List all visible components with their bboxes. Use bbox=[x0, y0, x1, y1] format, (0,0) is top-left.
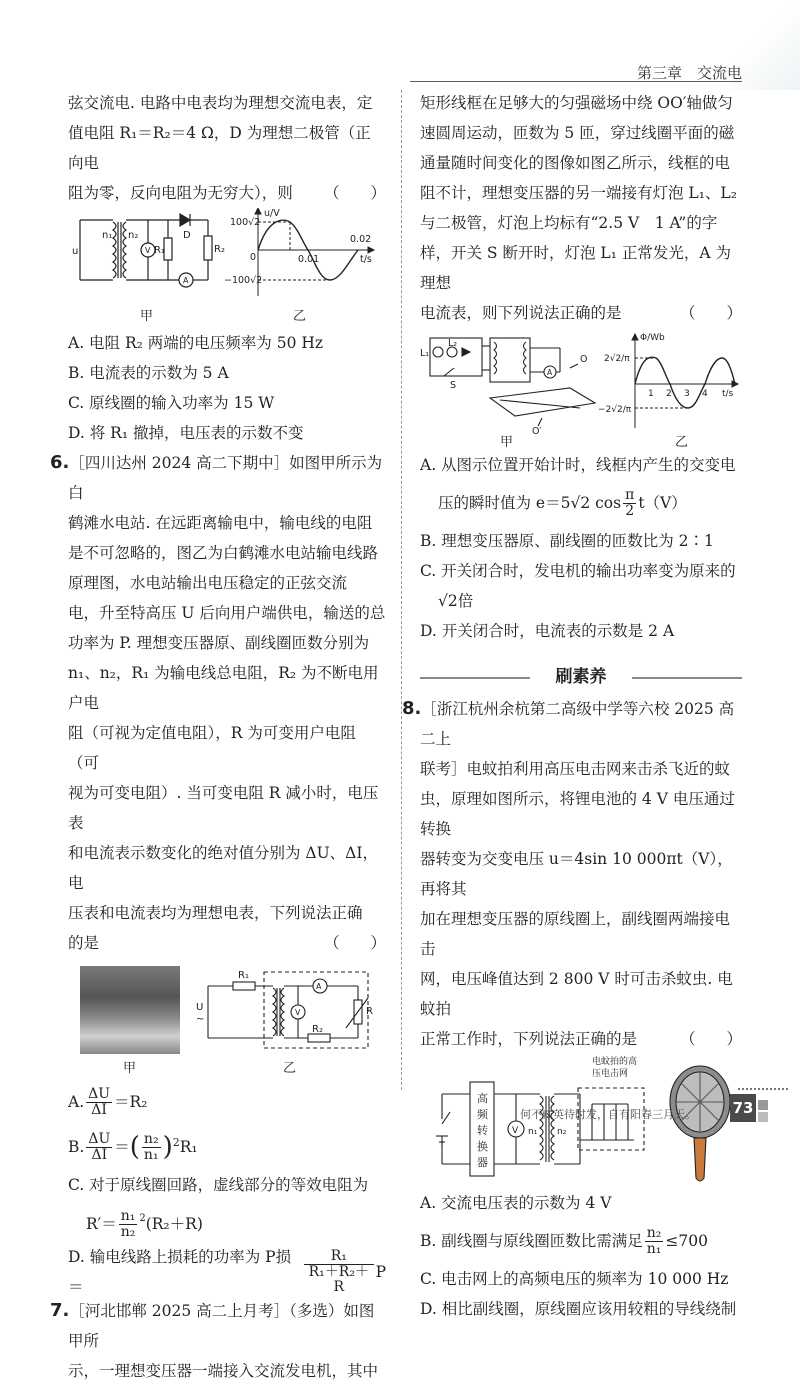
section-title: 刷素养 bbox=[555, 667, 607, 687]
voltmeter-symbol: V bbox=[295, 1008, 301, 1017]
r1-label: R₁ bbox=[154, 245, 165, 256]
fig-label-yi: 乙 bbox=[293, 309, 307, 324]
q7-figure bbox=[420, 328, 742, 450]
q6-text-line: 压表和电流表均为理想电表，下列说法正确 bbox=[68, 904, 363, 922]
diode-label: D bbox=[183, 230, 191, 241]
page-number-decoration bbox=[758, 1112, 768, 1122]
q8-text-line: 正常工作时，下列说法正确的是 （ ） bbox=[420, 1024, 742, 1054]
fig-label-yi: 乙 bbox=[283, 1061, 297, 1076]
converter-char: 换 bbox=[477, 1140, 488, 1153]
left-column bbox=[50, 88, 386, 1386]
band-line-right bbox=[632, 677, 742, 679]
q6-text-line: 视为可变电阻）. 当可变电阻 R 减小时，电压表 bbox=[68, 784, 379, 832]
q7-text-line: 示，一理想变压器一端接入交流发电机，其中 bbox=[68, 1362, 379, 1380]
q5-option-c: C. 原线圈的输入功率为 15 W bbox=[68, 394, 275, 412]
net-label-line2: 压电击网 bbox=[592, 1069, 629, 1079]
page-number-decoration bbox=[758, 1100, 768, 1110]
r-label: R bbox=[366, 1006, 373, 1017]
q5-circuit-and-graph bbox=[68, 208, 386, 328]
fig-label-jia: 甲 bbox=[140, 309, 154, 324]
y-axis-label: Φ/Wb bbox=[640, 333, 665, 343]
r2-label: R₂ bbox=[214, 244, 225, 255]
q6-text-line: 是不可忽略的，图乙为白鹤滩水电站输电线路 bbox=[68, 544, 379, 562]
q6-text-line: 原理图，水电站输出电压稳定的正弦交流 bbox=[68, 574, 348, 592]
voltmeter-symbol: V bbox=[145, 246, 151, 255]
q7-text-line: 7.［河北邯郸 2025 高二上月考］（多选）如图甲所 bbox=[50, 1300, 375, 1350]
y-min-label: −2√2/π bbox=[598, 405, 632, 415]
q7-number: 7. bbox=[50, 1300, 70, 1321]
t1-label: 0.01 bbox=[298, 254, 320, 265]
r2-label: R₂ bbox=[312, 1024, 323, 1035]
page-header bbox=[0, 0, 800, 82]
q8-text-line: 器转变为交变电压 u＝4sin 10 000πt（V），再将其 bbox=[420, 850, 733, 898]
q6-option-c: C. 对于原线圈回路，虚线部分的等效电阻为 bbox=[68, 1176, 369, 1194]
q6-figure bbox=[68, 958, 386, 1080]
q6-option-c-formula: R′＝ $\frac{\text{n₁}}{\text{n₂}}$ $^2$ (R₂＋R) bbox=[86, 1207, 203, 1240]
l2-label: L₂ bbox=[448, 338, 458, 349]
q7-circuit-and-graph bbox=[420, 328, 742, 450]
header-rule bbox=[410, 81, 742, 82]
r1-label: R₁ bbox=[238, 970, 249, 981]
q7-text-line: 通量随时间变化的图像如图乙所示，线框的电 bbox=[420, 154, 731, 172]
footer-quote: 何不藏英待时发，自有阳春三月天。 bbox=[520, 1108, 696, 1121]
answer-paren: （ ） bbox=[323, 184, 386, 202]
u-label: U bbox=[196, 1002, 204, 1013]
o-prime-label: O′ bbox=[532, 426, 542, 437]
ammeter-symbol: A bbox=[316, 982, 322, 991]
q6-text-line: 阻（可视为定值电阻），R 为可变用户电阻（可 bbox=[68, 724, 356, 772]
q7-option-d: D. 开关闭合时，电流表的示数是 2 A bbox=[420, 622, 675, 640]
q7-text-line: 速圆周运动，匝数为 5 匝，穿过线圈平面的磁 bbox=[420, 124, 735, 142]
ac-symbol: ~ bbox=[196, 1014, 205, 1025]
q7-option-c-cont: √2倍 bbox=[438, 592, 474, 610]
n2-label: n₂ bbox=[557, 1127, 567, 1137]
ammeter-symbol: A bbox=[183, 276, 189, 285]
q8-text-line: 网，电压峰值达到 2 800 V 时可击杀蚊虫. 电蚊拍 bbox=[420, 970, 733, 1018]
l1-label: L₁ bbox=[420, 348, 430, 359]
converter-char: 频 bbox=[477, 1108, 488, 1121]
q6-text-line: 的是 （ ） bbox=[68, 928, 386, 958]
fig-label-yi: 乙 bbox=[675, 435, 689, 450]
q7-option-a-formula: 压的瞬时值为 e＝5√2 cos $\frac{\pi}{2}$ t（V） bbox=[438, 486, 687, 519]
q7-option-b: B. 理想变压器原、副线圈的匝数比为 2∶1 bbox=[420, 532, 714, 550]
q6-option-d: D. 输电线路上损耗的功率为 P损＝ $\frac{\text{R₁}}{\text{R₁＋R₂＋R}}$ P bbox=[68, 1248, 386, 1296]
ammeter-symbol: A bbox=[547, 368, 553, 377]
n1-label: n₁ bbox=[102, 230, 113, 241]
q7-text-line: 矩形线框在足够大的匀强磁场中绕 OO′轴做匀 bbox=[420, 94, 733, 112]
q6-text-line: 电，升至特高压 U 后向用户端供电，输送的总 bbox=[68, 604, 386, 622]
right-column bbox=[402, 88, 742, 1324]
q8-option-b: B. 副线圈与原线圈匝数比需满足 $\frac{\text{n₂}}{\text{n₁}}$ ≤700 bbox=[420, 1224, 708, 1257]
q6-number: 6. bbox=[50, 452, 70, 473]
n2-label: n₂ bbox=[128, 230, 139, 241]
q7-option-a: A. 从图示位置开始计时，线框内产生的交变电 bbox=[420, 456, 736, 474]
fig-label-jia: 甲 bbox=[500, 435, 514, 450]
u-label: u bbox=[72, 246, 79, 257]
converter-char: 转 bbox=[477, 1124, 488, 1137]
q8-number: 8. bbox=[402, 698, 422, 719]
x-axis-label: t/s bbox=[722, 389, 734, 399]
q8-option-c: C. 电击网上的高频电压的频率为 10 000 Hz bbox=[420, 1270, 729, 1288]
q8-option-d: D. 相比副线圈，原线圈应该用较粗的导线绕制 bbox=[420, 1300, 737, 1318]
voltmeter-symbol: V bbox=[512, 1126, 519, 1136]
q8-option-a: A. 交流电压表的示数为 4 V bbox=[420, 1194, 612, 1212]
q6-text-line: n₁、n₂，R₁ 为输电线总电阻，R₂ 为不断电用户电 bbox=[68, 664, 379, 712]
q8-text-line: 联考］电蚊拍利用高压电击网来击杀飞近的蚊 bbox=[420, 760, 731, 778]
q5-figure bbox=[68, 208, 386, 328]
tick-label: 2 bbox=[666, 389, 672, 399]
q5-text-line: 值电阻 R₁＝R₂＝4 Ω，D 为理想二极管（正向电 bbox=[68, 124, 371, 172]
q5-option-b: B. 电流表的示数为 5 A bbox=[68, 364, 229, 382]
switch-label: S bbox=[450, 380, 457, 391]
y-min-label: −100√2 bbox=[224, 275, 263, 286]
answer-paren: （ ） bbox=[679, 304, 742, 322]
section-band bbox=[420, 660, 742, 694]
answer-paren: （ ） bbox=[679, 1030, 742, 1048]
page-number: 73 bbox=[730, 1094, 756, 1122]
chapter-title: 第三章 交流电 bbox=[636, 64, 742, 82]
q5-option-d: D. 将 R₁ 撤掉，电压表的示数不变 bbox=[68, 424, 304, 442]
q6-text-line: 鹤滩水电站. 在远距离输电中，输电线的电阻 bbox=[68, 514, 373, 532]
q7-text-line: 与二极管，灯泡上均标有“2.5 V 1 A”的字 bbox=[420, 214, 718, 232]
net-label-line1: 电蚊拍的高 bbox=[592, 1057, 638, 1067]
o-label: O bbox=[580, 354, 588, 365]
q7-text-line: 样，开关 S 断开时，灯泡 L₁ 正常发光，A 为理想 bbox=[420, 244, 731, 292]
tick-label: 4 bbox=[702, 389, 708, 399]
y-axis-label: u/V bbox=[264, 208, 280, 219]
column-divider bbox=[401, 90, 402, 1090]
y-max-label: 100√2 bbox=[230, 217, 261, 228]
q5-text-line: 弦交流电. 电路中电表均为理想交流电表，定 bbox=[68, 94, 373, 112]
tick-label: 3 bbox=[684, 389, 690, 399]
converter-char: 高 bbox=[477, 1092, 488, 1105]
t2-label: 0.02 bbox=[350, 234, 372, 245]
q6-text-line: 和电流表示数变化的绝对值分别为 ΔU、ΔI，电 bbox=[68, 844, 379, 892]
q5-text-line: 阻为零，反向电阻为无穷大），则 （ ） bbox=[68, 178, 386, 208]
q5-option-a: A. 电阻 R₂ 两端的电压频率为 50 Hz bbox=[68, 334, 324, 352]
q6-text-line: 功率为 P. 理想变压器原、副线圈匝数分别为 bbox=[68, 634, 370, 652]
converter-char: 器 bbox=[477, 1156, 488, 1169]
q6-option-a: A. $\frac{\Delta U}{\Delta I}$ ＝R₂ bbox=[68, 1085, 148, 1118]
tick-label: 1 bbox=[648, 389, 654, 399]
q8-text-line: 加在理想变压器的原线圈上，副线圈两端接电击 bbox=[420, 910, 731, 958]
y-max-label: 2√2/π bbox=[604, 354, 630, 364]
origin-label: 0 bbox=[250, 252, 257, 263]
q8-text-line: 虫，原理如图所示，将锂电池的 4 V 电压通过转换 bbox=[420, 790, 735, 838]
n1-label: n₁ bbox=[528, 1127, 538, 1137]
fig-label-jia: 甲 bbox=[123, 1061, 137, 1076]
answer-paren: （ ） bbox=[323, 934, 386, 952]
q6-option-b: B. $\frac{\Delta U}{\Delta I}$ ＝ ( $\frac{\text{n₂}}{\text{n₁}}$ ) $^2$ R₁ bbox=[68, 1130, 198, 1163]
x-axis-label: t/s bbox=[360, 254, 372, 265]
q7-option-c: C. 开关闭合时，发电机的输出功率变为原来的 bbox=[420, 562, 736, 580]
q7-text-line: 阻不计，理想变压器的另一端接有灯泡 L₁、L₂ bbox=[420, 184, 737, 202]
q6-circuit bbox=[68, 958, 386, 1080]
band-line-left bbox=[420, 677, 530, 679]
q8-text-line: 8.［浙江杭州余杭第二高级中学等六校 2025 高二上 bbox=[402, 698, 735, 748]
q6-text-line: 6.［四川达州 2024 高二下期中］如图甲所示为白 bbox=[50, 452, 383, 502]
q7-text-line: 电流表，则下列说法正确的是 （ ） bbox=[420, 298, 742, 328]
footer-dots bbox=[738, 1088, 788, 1090]
